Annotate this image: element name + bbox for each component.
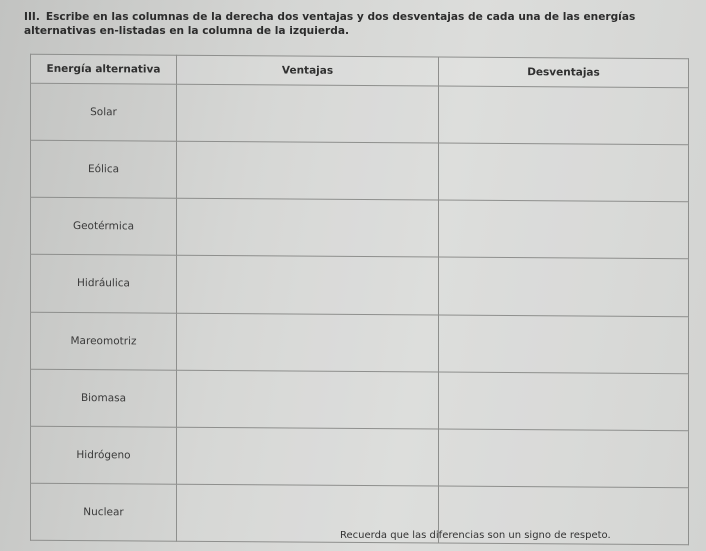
instruction-text [24,10,699,38]
section-number: III. [24,11,40,23]
header-energy: Energía alternativa [31,54,177,84]
disadvantages-cell[interactable] [439,200,689,259]
advantages-cell[interactable] [177,313,439,372]
disadvantages-cell[interactable] [439,429,689,488]
energy-name: Nuclear [31,483,177,541]
table-header-row [31,54,689,88]
advantages-cell[interactable] [177,370,439,429]
table-row [31,197,689,259]
energy-name: Solar [31,83,177,141]
advantages-cell[interactable] [177,198,439,257]
disadvantages-cell[interactable] [439,257,689,316]
energy-name: Hidráulica [31,255,177,313]
advantages-cell[interactable] [177,256,439,315]
energy-table [30,54,689,546]
disadvantages-cell[interactable] [439,143,689,202]
header-disadvantages: Desventajas [439,57,689,88]
header-advantages: Ventajas [177,55,439,86]
table-row [31,255,689,317]
energy-name: Mareomotriz [31,312,177,370]
table-row [31,83,689,145]
disadvantages-cell[interactable] [439,372,689,431]
energy-name: Eólica [31,140,177,198]
advantages-cell[interactable] [177,84,439,143]
table-row [31,369,689,431]
table-row [31,426,689,488]
advantages-cell[interactable] [177,141,439,200]
table-row [31,312,689,374]
energy-name: Biomasa [31,369,177,427]
disadvantages-cell[interactable] [439,315,689,374]
footer-note: Recuerda que las diferencias son un signo de respeto. [340,530,611,541]
disadvantages-cell[interactable] [439,86,689,145]
advantages-cell[interactable] [177,427,439,486]
instruction-body: Escribe en las columnas de la derecha dos ventajas y dos desventajas de cada una de las energías alternativas en-listadas en la columna de la izquierda. [24,11,636,37]
energy-name: Geotérmica [31,197,177,255]
energy-name: Hidrógeno [31,426,177,484]
table-row [31,140,689,202]
